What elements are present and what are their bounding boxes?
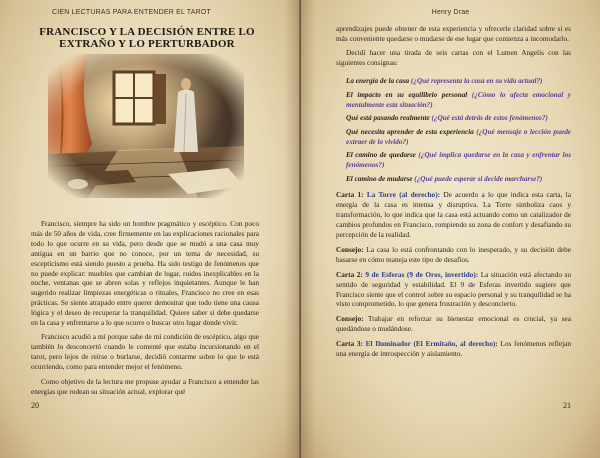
paragraph: Decidí hacer una tirada de seis cartas con el Lumen Angelis con las siguientes consignas: — [336, 48, 571, 68]
advice-paragraph: Consejo: Trabajar en reforzar su bienestar emocional es crucial, ya sea quedándose o mudándose. — [336, 314, 571, 334]
card-paragraph: Carta 2: 9 de Esferas (9 de Oros, invertido): La situación está afectando su sentido de seguridad y estabilidad. El 9 de Esferas invertido sugiere que Francisco siente que el control sobre su espacio personal y su tranquilidad se ha visto comprometido, lo que genera frustración y desconcierto. — [336, 269, 571, 309]
page-number: 20 — [31, 401, 39, 410]
card-reading-2 — [336, 270, 571, 334]
list-item: La energía de la casa (¿Qué representa la casa en su vida actual?) — [346, 77, 543, 86]
page-number: 21 — [563, 401, 571, 410]
right-page — [301, 0, 600, 458]
card-reading-1 — [336, 190, 571, 264]
list-item: Qué necesita aprender de esta experiencia (¿Qué mensaje o lección puede extraer de lo vivido?) — [346, 128, 572, 146]
paragraph: Francisco acudió a mí porque sabe de mi condición de escéptico, algo que también lo desconcertó cuando le comenté que estaba incursionando en el tarot, pero lejos de reírse o burlarse, decidió contarme sobre lo que le está ocurriendo, como para entender mejor el fenómeno. — [31, 332, 259, 372]
list-item: Qué está pasando realmente (¿Qué está detrás de estos fenómenos?) — [346, 114, 548, 123]
paragraph: Francisco, siempre ha sido un hombre pragmático y escéptico. Con poco más de 50 años de vida, cree firmemente en las explicaciones racionales para todo lo que ocurre en su vida, pero desde que se mudó a una casa muy antigua en un barrio que no conoce, por un tema de necesidad, su escepticismo está siendo puesto a prueba. Ha sido testigo de fenómenos que no puede explicar: muebles que cambian de lugar, ruidos inexplicables en la noche, ventanas que se abren solas y reflejos inquietantes. Aunque le han sugerido realizar limpiezas energéticas o rituales, Francisco no cree en esas prácticas. Se siente atrapado entre querer demostrar que todo tiene una causa lógica y el deseo de recuperar la tranquilidad. Quiere saber si debe quedarse en la casa y enfrentarse a lo que ocurre o buscar otro lugar donde vivir. — [31, 219, 259, 328]
card-reading-3 — [336, 339, 571, 359]
left-page — [0, 0, 299, 458]
running-header-author: Henry Drae — [431, 9, 470, 16]
paragraph: Como objetivo de la lectura me propuse ayudar a Francisco a entender las energías que rodean su situación actual, explorar qué — [31, 376, 259, 396]
running-header-book-title: CIEN LECTURAS PARA ENTENDER EL TAROT — [51, 9, 212, 16]
right-page-body-text — [336, 24, 571, 364]
man-in-robe-by-window-illustration — [48, 54, 244, 198]
spread-positions-list — [336, 77, 571, 184]
paragraph: aprendizajes puede obtener de esta experiencia y ofrecerle claridad sobre si es más conveniente quedarse o mudarse de ese lugar que comienza a incomodarlo. — [336, 24, 571, 43]
card-paragraph: Carta 3: El Iluminador (El Ermitaño, al derecho): Los fenómenos reflejan una energía de introspección y aislamiento. — [336, 339, 572, 359]
left-page-body-text — [31, 219, 259, 401]
card-paragraph: Carta 1: La Torre (al derecho): De acuerdo a lo que indica esta carta, la energía de la casa es intensa y disruptiva. La Torre simboliza caos y transformación, lo que indica que la casa está actuando como un catalizador de cambios profundos en Francisco, rompiendo su zona de confort y desafiando su percepción de la realidad. — [336, 190, 572, 240]
list-item: El impacto en su equilibrio personal (¿Cómo lo afecta emocional y mentalmente esta situación?) — [346, 90, 571, 109]
chapter-title-line-1: FRANCISCO Y LA DECISIÓN ENTRE LO — [39, 26, 255, 38]
chapter-title — [22, 26, 272, 50]
list-item: El camino de mudarse (¿Qué puede esperar si decide marcharse?) — [346, 174, 543, 183]
chapter-title-line-2: EXTRAÑO Y LO PERTURBADOR — [59, 38, 235, 50]
list-item: El camino de quedarse (¿Qué implica quedarse en la casa y enfrentar los fenómenos?) — [346, 151, 571, 170]
advice-paragraph: Consejo: La casa lo está confrontando con lo inesperado, y su decisión debe basarse en cómo maneja este tipo de desafíos. — [336, 244, 571, 264]
